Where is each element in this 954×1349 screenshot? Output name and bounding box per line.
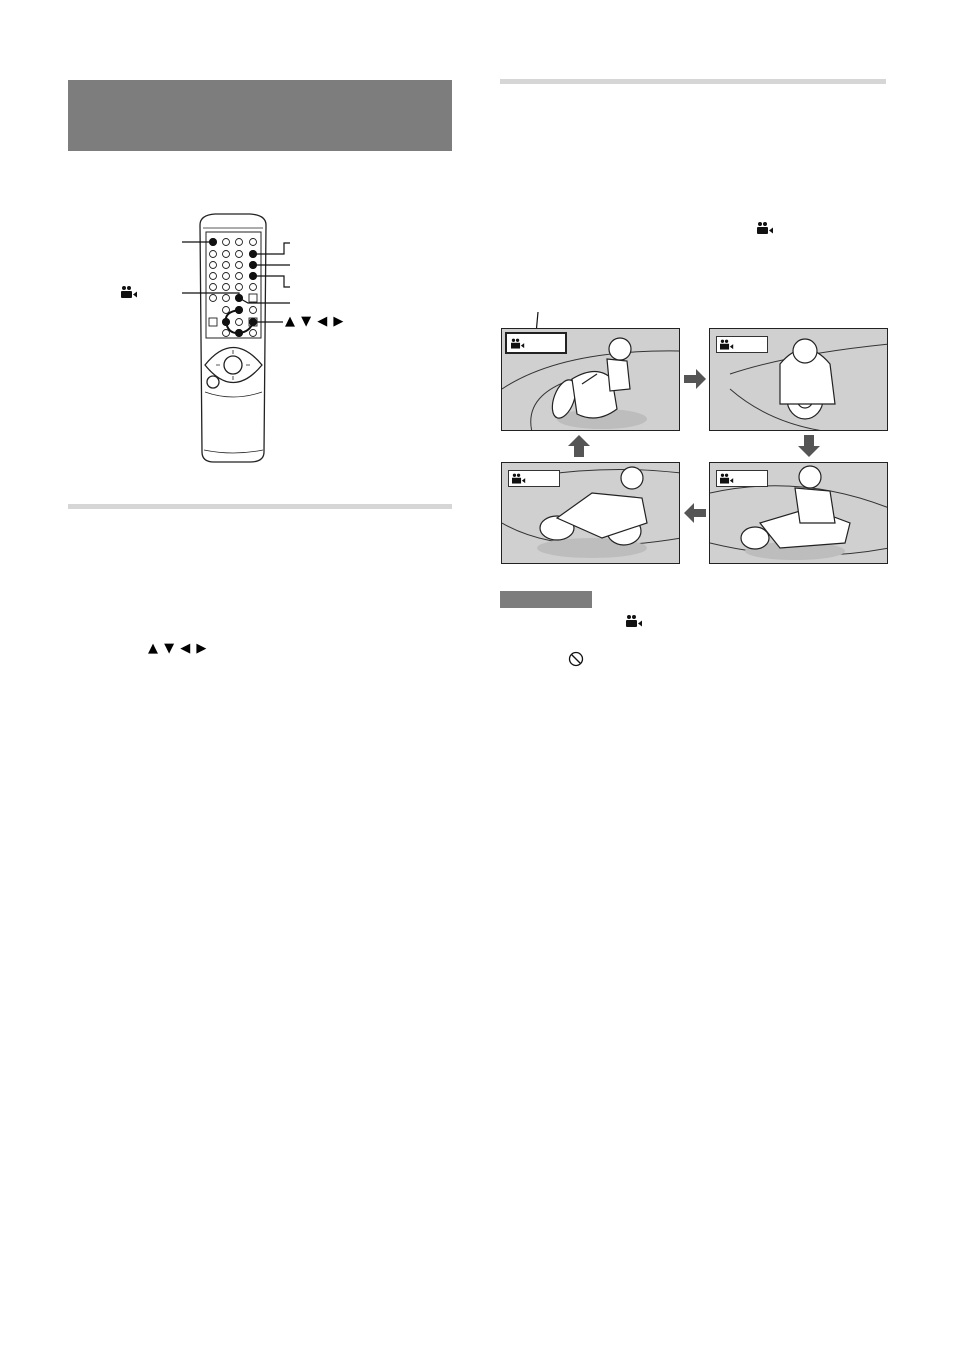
osd-angle-icon-4 [720,473,734,485]
note-angle-icon [626,615,644,629]
angle-scene-2 [709,328,888,431]
angle-osd-display [505,332,567,354]
osd-angle-icon [511,338,525,350]
angle-icon-remote-label [121,286,137,298]
angle-osd-display-3 [508,470,560,487]
osd-angle-icon-2 [720,339,734,351]
subsection-rule-right [500,79,886,84]
osd-angle-icon-3 [512,473,526,485]
arrow-up-icon [567,434,591,458]
arrow-left-icon [683,502,707,524]
prohibited-icon [568,651,584,667]
angle-scene-3 [501,462,680,564]
cursor-keys-label: ▲ ▼ ◀ ▶ [285,314,345,329]
angle-scene-1 [501,328,680,431]
arrow-right-icon [683,368,707,390]
angle-osd-display-4 [716,470,768,487]
subsection-rule-left [68,504,452,509]
angle-osd-display-2 [716,336,768,353]
angle-scene-4 [709,462,888,564]
cursor-keys-inline: ▲ ▼ ◀ ▶ [148,641,208,656]
section-header-band [68,80,452,151]
note-header-band [500,591,592,608]
arrow-down-icon [797,434,821,458]
remote-control-illustration [110,205,370,470]
camera-angle-icon [757,222,775,236]
